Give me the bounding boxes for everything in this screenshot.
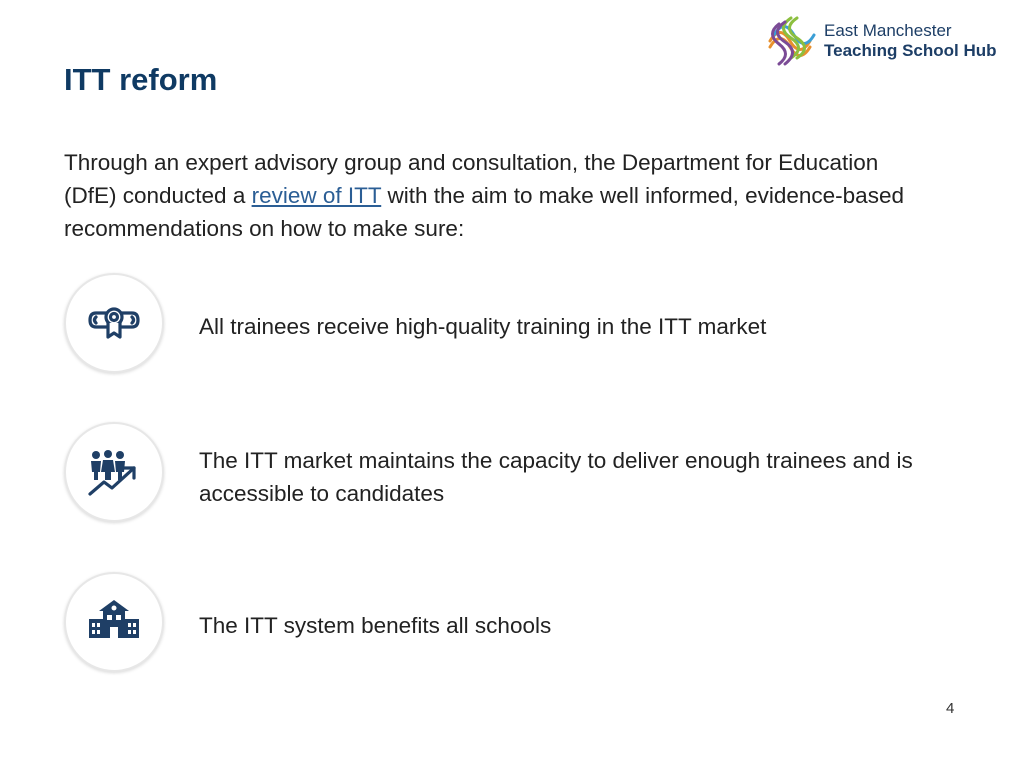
people-growth-icon xyxy=(86,444,142,500)
icon-circle xyxy=(64,273,164,373)
review-of-itt-link[interactable]: review of ITT xyxy=(251,183,382,208)
page-title: ITT reform xyxy=(64,62,218,97)
logo-line-2: Teaching School Hub xyxy=(824,41,997,60)
item-text: The ITT system benefits all schools xyxy=(199,613,552,638)
list-item xyxy=(64,273,964,373)
school-building-icon xyxy=(86,594,142,650)
icon-circle xyxy=(64,422,164,522)
hub-logo xyxy=(764,14,1014,68)
logo-line-1: East Manchester xyxy=(824,21,952,40)
intro-text-after: with the aim to make well informed, evidence-based recommendations on how to make sure: xyxy=(64,183,904,241)
intro-text-before: Through an expert advisory group and consultation, the Department for Education (DfE) conducted a xyxy=(64,150,879,208)
list-item xyxy=(64,422,964,522)
logo-mark-icon xyxy=(764,14,820,68)
list-item xyxy=(64,572,964,672)
item-text: The ITT market maintains the capacity to deliver enough trainees and is accessible to candidates xyxy=(199,448,913,506)
page-number: 4 xyxy=(946,700,955,717)
icon-circle xyxy=(64,572,164,672)
certificate-icon xyxy=(86,295,142,351)
item-text: All trainees receive high-quality training in the ITT market xyxy=(199,314,767,339)
intro-paragraph xyxy=(64,146,914,245)
